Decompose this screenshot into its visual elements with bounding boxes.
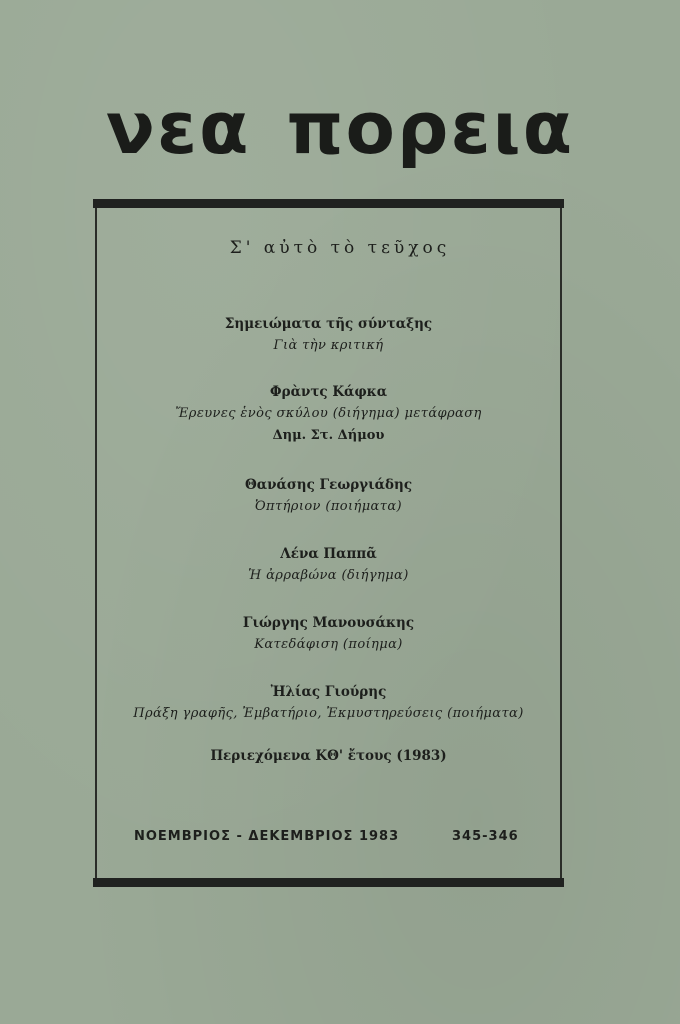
magazine-title [0,86,680,170]
contents-entry [95,681,562,725]
entry-translator: Δημ. Στ. Δήμου [272,428,385,443]
entry-author: Σημειώματα τῆς σύνταξης [224,316,433,332]
entry-work: Ἡ ἀρραβώνα (διήγημα) [248,568,409,583]
contents-frame [95,199,562,883]
issue-number: 345-346 [452,829,519,844]
entry-author: Λένα Παππᾶ [280,546,377,562]
contents-entry [95,313,562,357]
entry-author: Φρὰντς Κάφκα [269,384,388,400]
entry-work: Γιὰ τὴν κριτική [273,338,384,353]
frame-top-rule [93,199,564,208]
entry-work: Πράξη γραφῆς, Ἐμβατήριο, Ἐκμυστηρεύσεις (ποιήματα) [133,706,524,721]
contents-entry [95,474,562,518]
contents-entry [95,381,562,447]
entry-author: Θανάσης Γεωργιάδης [244,477,413,493]
issue-date: ΝΟΕΜΒΡΙΟΣ - ΔΕΚΕΜΒΡΙΟΣ 1983 [134,829,400,844]
entry-author: Γιώργης Μανουσάκης [242,615,415,631]
frame-bottom-rule [93,878,564,887]
title-word-2: πορεια [286,86,575,170]
title-word-1: νεα [105,86,251,170]
contents-entry [95,543,562,587]
annual-contents: Περιεχόμενα ΚΘ' ἔτους (1983) [210,748,447,764]
entry-work: Ἔρευνες ἑνὸς σκύλου (διήγημα) μετάφραση [175,406,482,421]
entry-work: Ὀπτήριον (ποιήματα) [255,499,402,514]
contents-heading: Σ' αὐτὸ τὸ τεῦχος [229,238,451,258]
entry-work: Κατεδάφιση (ποίημα) [254,637,403,652]
contents-entry [95,612,562,656]
entry-author: Ἠλίας Γιούρης [270,684,387,700]
